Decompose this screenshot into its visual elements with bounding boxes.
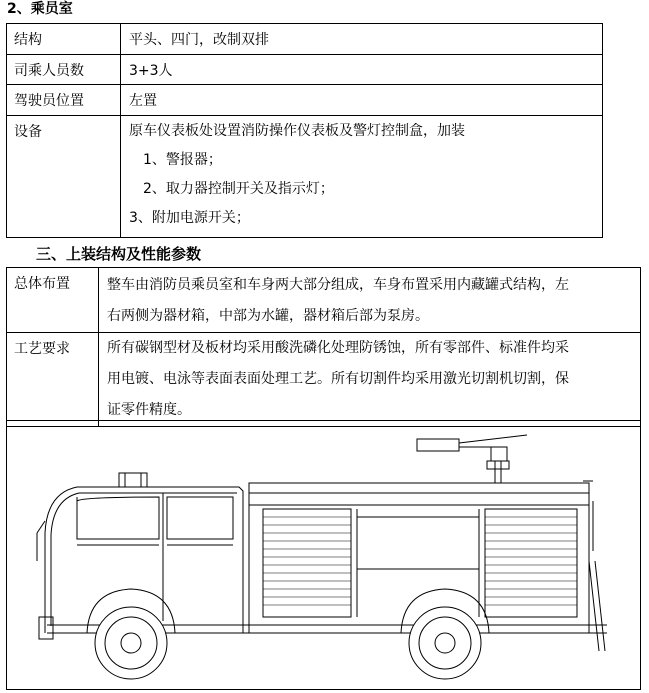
table-row: [7, 85, 603, 116]
table-row: [7, 55, 603, 85]
equipment-line: 1、警报器；: [143, 152, 222, 168]
row-label: 设备: [7, 116, 121, 238]
text-line: 证零件精度。: [107, 402, 191, 418]
row-value: [99, 333, 641, 427]
equipment-line: 3、附加电源开关；: [129, 210, 250, 226]
text-line: 右两侧为器材箱，中部为水罐，器材箱后部为泵房。: [107, 308, 429, 324]
row-value: [99, 268, 641, 333]
table-row: [7, 116, 603, 238]
equipment-line: 2、取力器控制开关及指示灯；: [143, 181, 334, 197]
row-value: 左置: [121, 85, 603, 116]
superstructure-table: [6, 267, 641, 427]
equipment-line: 原车仪表板处设置消防操作仪表板及警灯控制盒，加装: [129, 123, 465, 139]
row-label: 工艺要求: [7, 333, 99, 427]
row-value: 3+3人: [121, 55, 603, 85]
row-value: 平头、四门，改制双排: [121, 24, 603, 55]
row-label: 结构: [7, 24, 121, 55]
table-row: [7, 268, 641, 333]
text-line: 用电镀、电泳等表面表面处理工艺。所有切割件均采用激光切割机切割，保: [107, 371, 569, 387]
equipment-description: [121, 116, 603, 238]
row-label: 驾驶员位置: [7, 85, 121, 116]
text-line: 所有碳钢型材及板材均采用酸洗磷化处理防锈蚀，所有零部件、标准件均采: [107, 340, 569, 356]
fire-truck-side-view: [7, 421, 640, 689]
truck-drawing-cell: [6, 420, 641, 690]
row-label: 司乘人员数: [7, 55, 121, 85]
section-2-title: 2、乘员室: [7, 1, 73, 17]
table-row: [7, 333, 641, 427]
text-line: 整车由消防员乘员室和车身两大部分组成，车身布置采用内藏罐式结构，左: [107, 277, 569, 293]
crew-cab-table: [6, 23, 603, 238]
section-3-title: 三、上装结构及性能参数: [36, 245, 202, 263]
table-row: [7, 24, 603, 55]
row-label: 总体布置: [7, 268, 99, 333]
